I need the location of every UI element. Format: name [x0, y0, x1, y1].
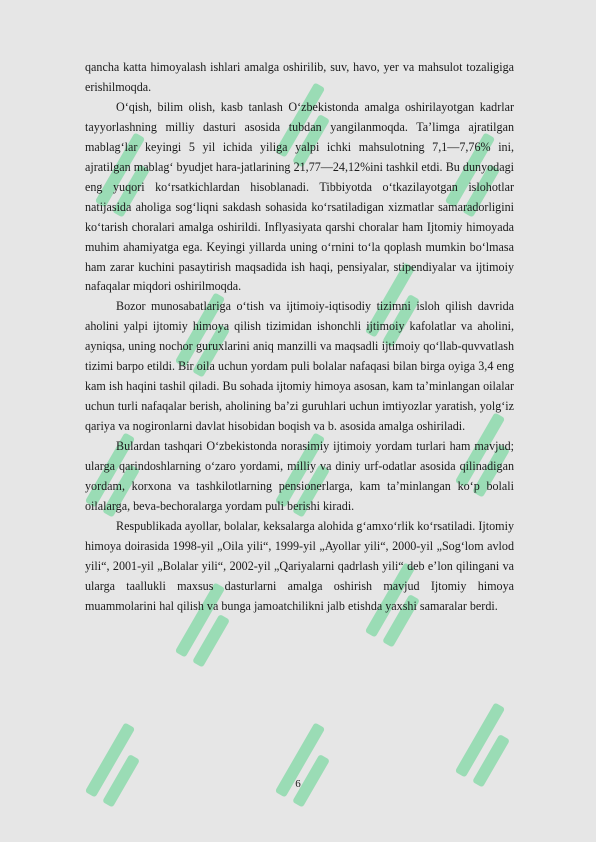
paragraph-special-years: Respublikada ayollar, bolalar, keksalarga alohida g‘amxo‘rlik ko‘rsatiladi. Ijtomiy himoya doirasida 1998-yil „Oila yili“, 1999-yil „Ayollar yili“, 2000-yil „Sog‘lom avlod yili“, 2001-yil „Bolalar yili“, 2002-yil „Qariyalarni qadrlash yili“ deb e’lon qilingani va ularga taallukli maxsus dasturlarni amalga oshirish mavjud Ijtomiy himoya muammolarini hal qilish va bunga jamoatchilikni jalb etishda yaxshi samaralar berdi.	[85, 518, 514, 613]
paragraph-market-transition: Bozor munosabatlariga o‘tish va ijtimoiy-iqtisodiy tizimni isloh qilish davrida aholini yalpi ijtomiy himoya qilish tizimidan ishonchli ijtimoiy kafolatlar va aholini, ayniqsa, uning nochor guruxlarini aniq manzilli va maqsadli ijtimoiy qo‘llab-quvvatlash tizimi barpo etildi. Bir oila uchun yordam puli bolalar nafaqasi bilan birga oyiga 3,4 eng kam ish haqini tashil qiladi. Bu sohada ijtomiy himoya asosan, kam ta’minlangan oilalar uchun turli nafaqalar berish, aholining ba’zi guruhlari uchun imtiyozlar yaratish, yolg‘iz qariya va nogironlarni davlat hisobidan boqish va b. asosida amalga oshiriladi.	[85, 299, 514, 434]
paragraph-informal-assistance: Bulardan tashqari O‘zbekistonda norasimiy ijtimoiy yordam turlari ham mavjud; ularga qarindoshlarning o‘zaro yordami, milliy va diniy urf-odatlar asosida qilinadigan yordam, korxona va tashkilotlarning pensionerlarga, kam ta’minlangan ko‘p bolali oilalarga, beva-bechoralarga yordam puli berishi kiradi.	[85, 439, 514, 513]
paragraph-continuation: qancha katta himoyalash ishlari amalga oshirilib, suv, havo, yer va mahsulot tozaligiga erishilmoqda.	[85, 60, 514, 94]
page-number: 6	[295, 778, 301, 790]
paragraph-education: O‘qish, bilim olish, kasb tanlash O‘zbekistonda amalga oshirilayotgan kadrlar tayyorlashning milliy dasturi asosida tubdan yangilanmoqda. Ta’limga ajratilgan mablag‘lar keyingi 5 yil ichida yiliga yalpi ichki mahsulotning 7,1—7,76% ini, ajratilgan mablag‘ byudjet hara-jatlarining 21,77—24,12%ini tashkil etdi. Bu dunyodagi eng yuqori ko‘rsatkichlardan hisoblanadi. Tibbiyotda o‘tkazilayotgan islohotlar natijasida aholiga sog‘liqni sakdash sohasida ko‘rsatiladigan xizmatlar samaradorligini ko‘tarish choralari amalga oshirildi. Inflyasiyata qarshi choralar ham Ijtomiy himoyada muhim ahamiyatga ega. Keyingi yillarda uning o‘rnini to‘la qoplash mumkin bo‘lmasa ham zarar kuchini pasaytirish maqsadida ish haqi, pensiyalar, stipendiyalar va ijtimoiy nafaqalar miqdori oshirilmoqda.	[85, 99, 514, 294]
body-text	[85, 58, 514, 617]
